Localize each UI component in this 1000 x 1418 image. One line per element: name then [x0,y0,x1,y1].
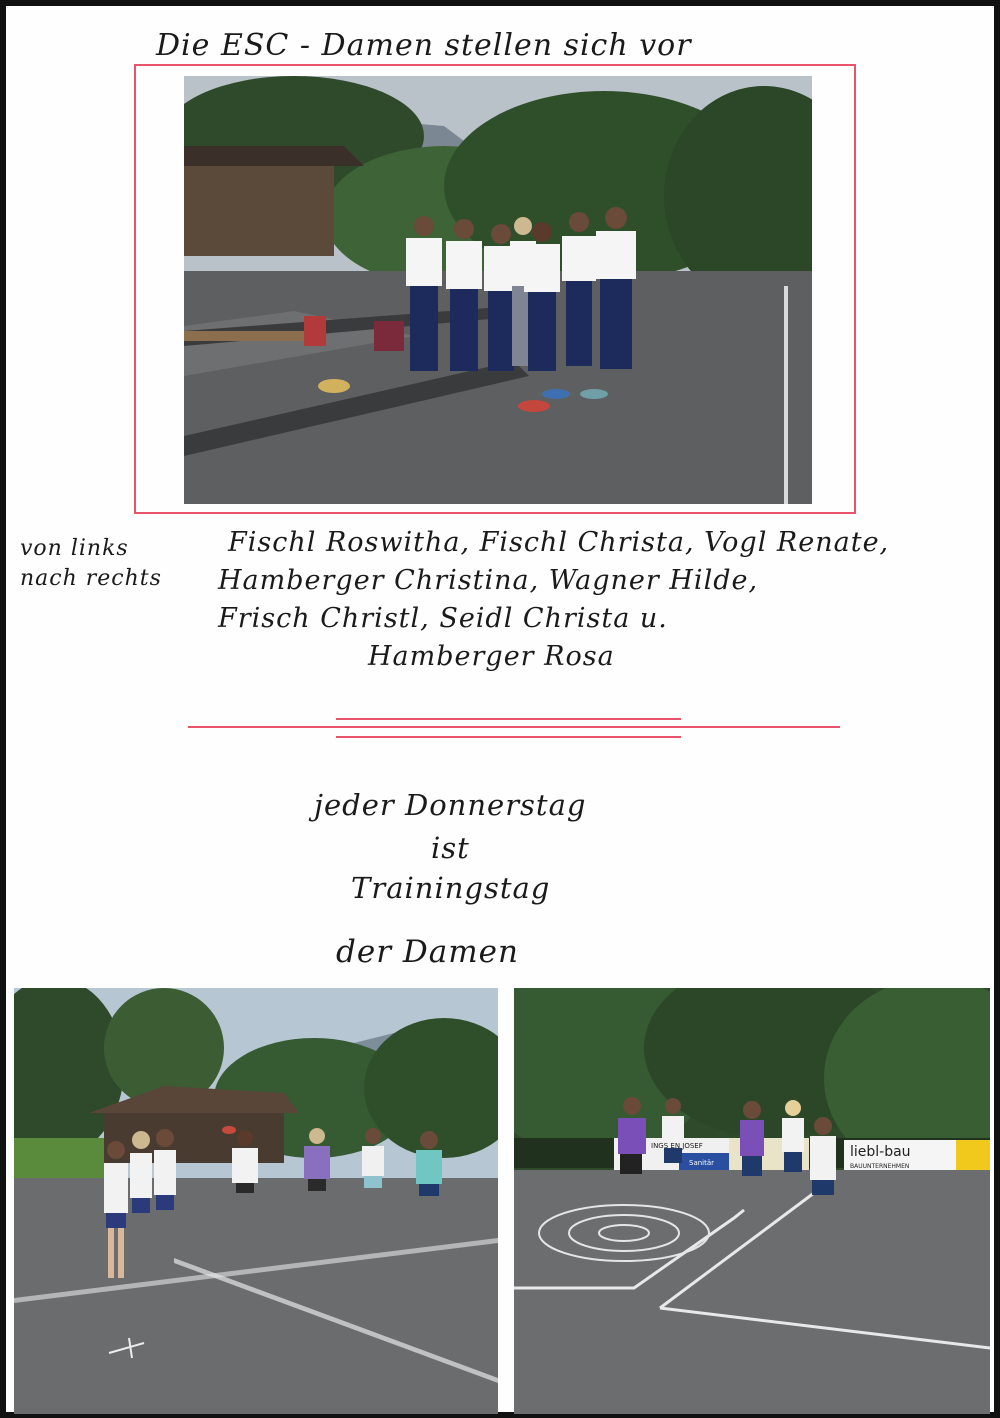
group-photo [184,76,812,504]
banner-text: liebl-bau [850,1144,911,1160]
banner-text: INGS EN JOSEF [651,1142,703,1150]
caption-names [218,524,978,676]
training-photo-left [14,988,498,1414]
page-title: Die ESC - Damen stellen sich vor [156,28,692,63]
caption-direction-line: nach rechts [20,566,162,591]
caption-direction [20,534,190,594]
training-photo-right [514,988,990,1414]
banner-text: Sanitär [689,1159,715,1167]
training-line: jeder Donnerstag [314,788,587,822]
divider-line [188,726,840,728]
training-line: Trainingstag [351,871,551,905]
banner-text: BAUUNTERNEHMEN [850,1163,910,1170]
divider-line [336,718,681,720]
names-line: Hamberger Rosa [368,641,615,672]
names-line: Fischl Roswitha, Fischl Christa, Vogl Renate, [228,527,890,558]
caption-direction-line: von links [20,536,129,561]
training-line: der Damen [336,934,519,970]
training-line: ist [431,831,470,865]
names-line: Hamberger Christina, Wagner Hilde, [218,565,759,596]
names-line: Frisch Christl, Seidl Christa u. [218,603,668,634]
divider-line [336,736,681,738]
